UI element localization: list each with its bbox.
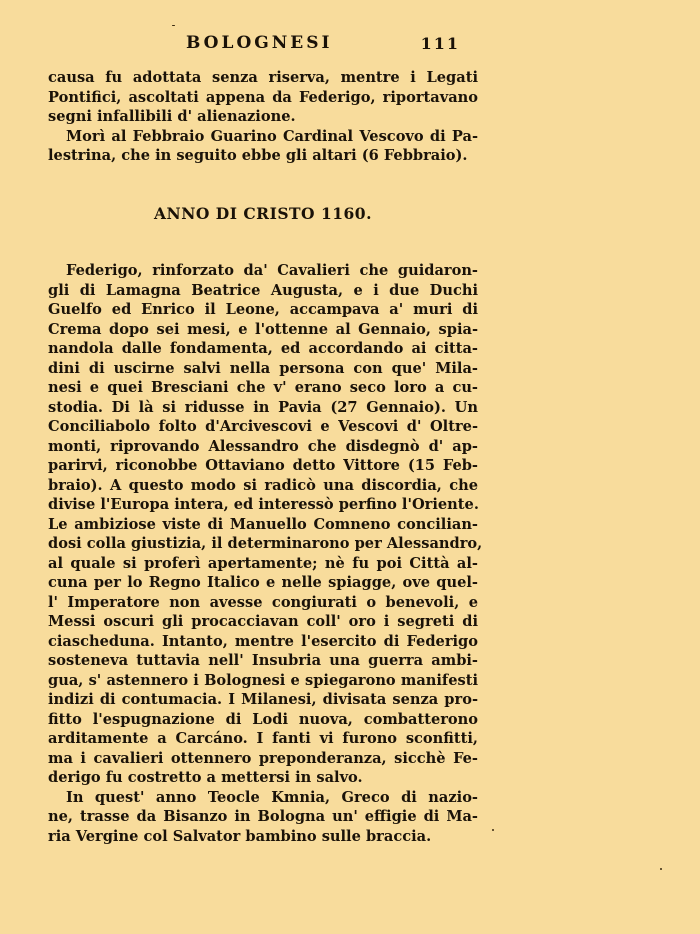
text-line: stodia. Di là si ridusse in Pavia (27 Gennaio). Un xyxy=(48,398,478,416)
text-line: segni infallibili d' alienazione. xyxy=(48,108,296,125)
text-line: gli di Lamagna Beatrice Augusta, e i due Duchi xyxy=(48,281,478,299)
text-line: nesi e quei Bresciani che v' erano seco loro a cu- xyxy=(48,379,478,396)
text-line: monti, riprovando Alessandro che disdegnò d' ap- xyxy=(48,437,478,455)
text-line: fitto l'espugnazione di Lodi nuova, combatterono xyxy=(48,710,478,728)
text-line: nandola dalle fondamenta, ed accordando ai citta- xyxy=(48,340,478,357)
text-line: Pontifici, ascoltati appena da Federigo, riportavano xyxy=(48,88,478,106)
text-line: cuna per lo Regno Italico e nelle spiagge, ove quel- xyxy=(48,574,478,591)
text-line: ria Vergine col Salvator bambino sulle braccia. xyxy=(48,827,432,845)
text-line: Morì al Febbraio Guarino Cardinal Vescovo di Pa- xyxy=(66,127,478,145)
text-line: Conciliabolo folto d'Arcivescovi e Vescovi d' Oltre- xyxy=(48,418,478,435)
text-line: Federigo, rinforzato da' Cavalieri che guidaron- xyxy=(66,262,478,279)
text-line: sosteneva tuttavia nell' Insubria una guerra ambi- xyxy=(48,652,478,669)
page-header xyxy=(48,33,460,55)
text-line: ne, trasse da Bisanzo in Bologna un' effigie di Ma- xyxy=(48,808,478,825)
text-line: arditamente a Carcáno. I fanti vi furono sconfitti, xyxy=(48,730,478,747)
text-line: Guelfo ed Enrico il Leone, accampava a' muri di xyxy=(48,301,478,318)
top-paragraphs xyxy=(48,68,478,166)
text-line: Le ambiziose viste di Manuello Comneno concilian- xyxy=(48,515,478,533)
paper-speck xyxy=(492,829,494,831)
text-line: indizi di contumacia. I Milanesi, divisata senza pro- xyxy=(48,691,478,708)
paper-speck xyxy=(172,25,175,26)
text-line: Crema dopo sei mesi, e l'ottenne al Gennaio, spia- xyxy=(48,320,478,338)
text-line: dini di uscirne salvi nella persona con que' Mila- xyxy=(48,359,478,377)
running-title: BOLOGNESI xyxy=(186,33,333,53)
text-line: al quale si proferì apertamente; nè fu poi Città al- xyxy=(48,554,478,572)
text-line: dosi colla giustizia, il determinarono per Alessandro, xyxy=(48,535,483,552)
page-number: 111 xyxy=(420,34,460,53)
text-line: lestrina, che in seguito ebbe gli altari (6 Febbraio). xyxy=(48,147,468,164)
main-paragraphs xyxy=(48,261,483,846)
text-line: gua, s' astennero i Bolognesi e spiegarono manifesti xyxy=(48,671,478,689)
text-line: causa fu adottata senza riserva, mentre i Legati xyxy=(48,69,478,86)
text-line: l' Imperatore non avesse congiurati o benevoli, e xyxy=(48,593,478,611)
text-line: parirvi, riconobbe Ottaviano detto Vittore (15 Feb- xyxy=(48,457,478,474)
text-line: In quest' anno Teocle Kmnia, Greco di nazio- xyxy=(66,788,478,806)
section-heading: ANNO DI CRISTO 1160. xyxy=(154,204,372,223)
text-line: divise l'Europa intera, ed interessò perfino l'Oriente. xyxy=(48,496,479,513)
text-line: Messi oscuri gli procacciavan coll' oro i segreti di xyxy=(48,613,478,630)
text-line: ma i cavalieri ottennero preponderanza, sicchè Fe- xyxy=(48,749,478,767)
paper-speck xyxy=(660,868,662,870)
text-line: derigo fu costretto a mettersi in salvo. xyxy=(48,769,363,786)
text-line: ciascheduna. Intanto, mentre l'esercito di Federigo xyxy=(48,632,478,650)
text-line: braio). A questo modo si radicò una discordia, che xyxy=(48,476,478,494)
